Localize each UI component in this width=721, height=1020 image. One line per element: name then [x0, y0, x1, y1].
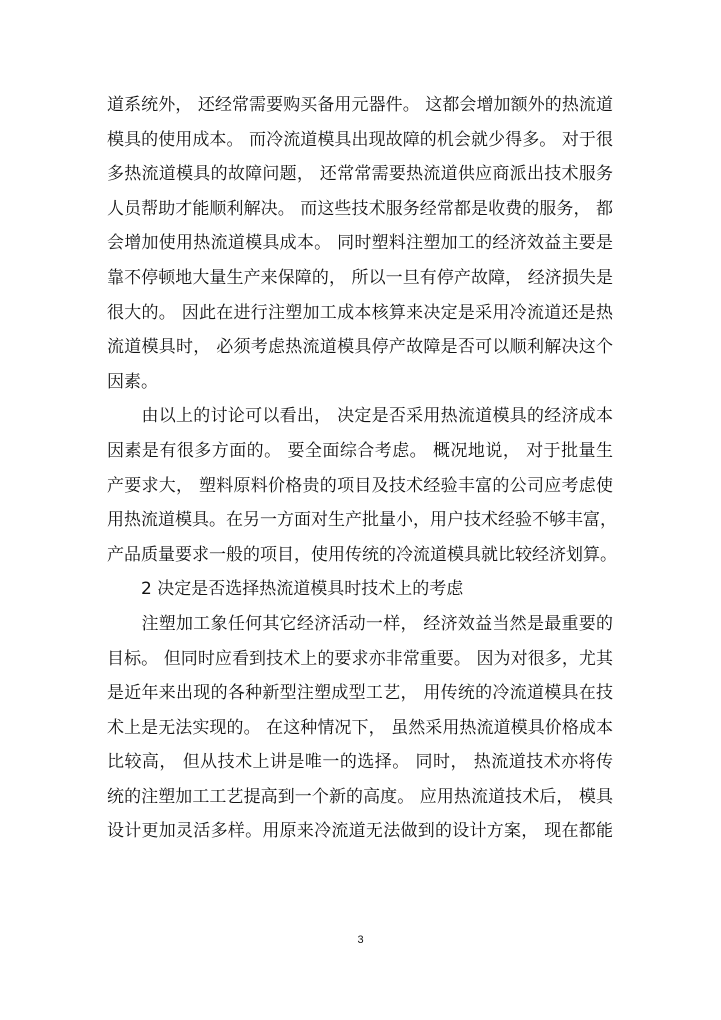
text-line-5: 会增加使用热流道模具成本。 同时塑料注塑加工的经济效益主要是 [107, 233, 613, 254]
text-line-1: 道系统外， 还经常需要购买备用元器件。 这都会增加额外的热流道 [107, 95, 613, 115]
text-line-17: 目标。 但同时应看到技术上的要求亦非常重要。 因为对很多，尤其 [107, 648, 613, 669]
text-line-8: 流道模具时， 必须考虑热流道模具停产故障是否可以顺利解决这个 [107, 337, 613, 358]
text-line-3: 多热流道模具的故障问题， 还常常需要热流道供应商派出技术服务 [107, 164, 613, 185]
text-line-2: 模具的使用成本。 而冷流道模具出现故障的机会就少得多。 对于很 [107, 129, 613, 150]
page-number: 3 [357, 934, 364, 946]
text-line-13: 用热流道模具。在另一方面对生产批量小，用户技术经验不够丰富， [107, 510, 617, 531]
text-line-20: 比较高， 但从技术上讲是唯一的选择。 同时， 热流道技术亦将传 [107, 752, 613, 773]
body-text [107, 88, 617, 849]
text-line-11: 因素是有很多方面的。 要全面综合考虑。 概况地说， 对于批量生 [107, 440, 613, 461]
text-line-4: 人员帮助才能顺利解决。 而这些技术服务经常都是收费的服务， 都 [107, 198, 613, 219]
text-line-10: 由以上的讨论可以看出， 决定是否采用热流道模具的经济成本 [107, 406, 613, 427]
section-heading: 2 决定是否选择热流道模具时技术上的考虑 [107, 579, 464, 600]
text-line-14: 产品质量要求一般的项目，使用传统的冷流道模具就比较经济划算。 [107, 544, 617, 565]
text-line-22: 设计更加灵活多样。用原来冷流道无法做到的设计方案， 现在都能 [107, 821, 613, 842]
text-line-9: 因素。 [107, 371, 158, 392]
text-line-7: 很大的。 因此在进行注塑加工成本核算来决定是采用冷流道还是热 [107, 302, 613, 323]
text-line-21: 统的注塑加工工艺提高到一个新的高度。 应用热流道技术后， 模具 [107, 786, 613, 807]
text-line-19: 术上是无法实现的。 在这种情况下， 虽然采用热流道模具价格成本 [107, 717, 613, 738]
text-line-6: 靠不停顿地大量生产来保障的， 所以一旦有停产故障， 经济损失是 [107, 267, 613, 288]
text-line-12: 产要求大， 塑料原料价格贵的项目及技术经验丰富的公司应考虑使 [107, 475, 613, 496]
text-line-16: 注塑加工象任何其它经济活动一样， 经济效益当然是最重要的 [107, 613, 613, 634]
text-line-18: 是近年来出现的各种新型注塑成型工艺， 用传统的冷流道模具在技 [107, 683, 613, 704]
